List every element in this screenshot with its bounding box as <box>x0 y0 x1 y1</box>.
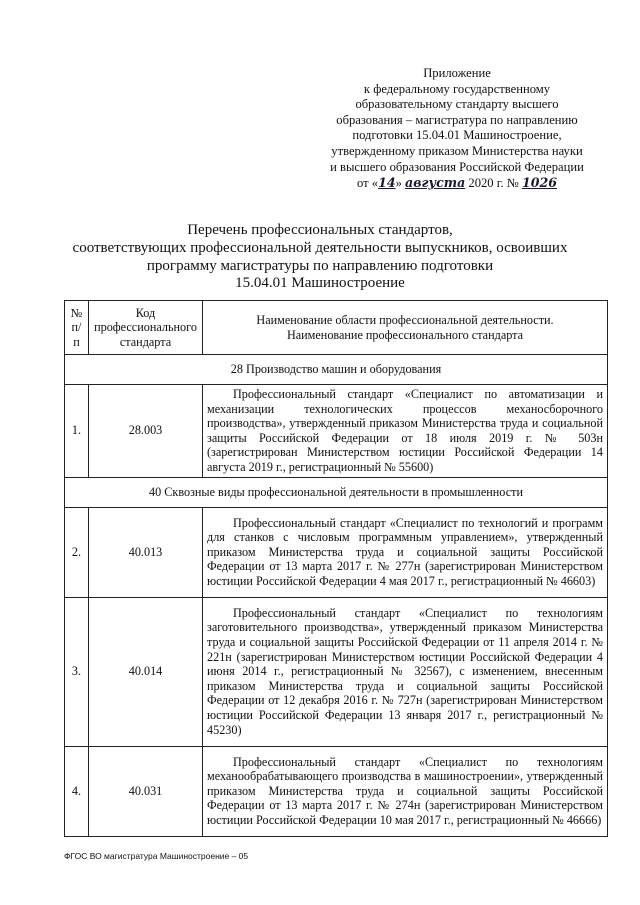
row-desc-text: Профессиональный стандарт «Специалист по технологиям заготовительного производства», утвержденный приказом Министерства труда и социальной защиты Российской Федерации от 11 апреля 2014 г. № 221н (зарегистрирован Министерством юстиции Российской Федерации 4 июня 2014 г., регистрационный № 32567), с изменением, внесенным приказом Министерства труда и социальной защиты Российской Федерации от 12 декабря 2016 г. № 727н (зарегистрирован Министерством юстиции Российской Федерации 13 января 2017 г., регистрационный № 45230) <box>207 605 603 737</box>
row-desc-text: Профессиональный стандарт «Специалист по автоматизации и механизации технологических процессов механосборочного производства», утвержденный приказом Министерства труда и социальной защиты Российской Федерации от 18 июля 2019 г. № 503н (зарегистрирован Министерством юстиции Российской Федерации 14 августа 2019 г., регистрационный № 55600) <box>207 387 603 474</box>
table-row <box>65 507 608 597</box>
appendix-line: образовательному стандарту высшего <box>355 97 559 112</box>
page-footer: ФГОС ВО магистратура Машиностроение – 05 <box>64 851 249 861</box>
appendix-line: образования – магистратура по направлению <box>336 112 578 127</box>
row-num: 1. <box>65 385 89 478</box>
table-row <box>65 597 608 746</box>
row-desc <box>203 385 608 478</box>
header-code: Код профессионального стандарта <box>89 301 203 355</box>
row-desc-text: Профессиональный стандарт «Специалист по технологиям механообрабатывающего производства в машиностроении», утвержденный приказом Министерства труда и социальной защиты Российской Федерации от 13 марта 2017 г. № 274н (зарегистрирован Министерством юстиции Российской Федерации 10 мая 2017 г., регистрационный № 46666) <box>207 754 603 827</box>
header-desc <box>203 301 608 355</box>
table-row <box>65 385 608 478</box>
header-num: № п/п <box>65 301 89 355</box>
date-mid: » <box>395 176 406 191</box>
document-title <box>40 222 600 293</box>
title-line: программу магистратуры по направлению подготовки <box>146 257 494 274</box>
section-row <box>65 355 608 385</box>
appendix-line: утвержденному приказом Министерства науки <box>331 143 583 158</box>
header-desc-line: Наименование профессионального стандарта <box>286 327 524 342</box>
appendix-block <box>312 66 602 192</box>
title-line: 15.04.01 Машиностроение <box>235 275 405 292</box>
appendix-line: к федеральному государственному <box>363 81 551 96</box>
section-title: 40 Сквозные виды профессиональной деятельности в промышленности <box>65 477 608 507</box>
row-code: 28.003 <box>89 385 203 478</box>
standards-table <box>64 300 608 837</box>
header-desc-line: Наименование области профессиональной деятельности. <box>256 312 554 327</box>
row-desc-text: Профессиональный стандарт «Специалист по технологий и программ для станков с числовым программным управлением», утвержденный приказом Министерства труда и социальной защиты Российской Федерации от 13 марта 2017 г. № 277н (зарегистрирован Министерством юстиции Российской Федерации 4 мая 2017 г., регистрационный № 46603) <box>207 515 603 588</box>
date-year: 2020 г. № <box>465 176 522 191</box>
date-prefix: от « <box>356 176 379 191</box>
row-num: 3. <box>65 597 89 746</box>
handwritten-order-number: 1026 <box>521 175 558 191</box>
table-row <box>65 746 608 836</box>
appendix-line: и высшего образования Российской Федерации <box>330 159 584 174</box>
row-code: 40.014 <box>89 597 203 746</box>
title-line: Перечень профессиональных стандартов, <box>187 222 453 238</box>
row-num: 4. <box>65 746 89 836</box>
handwritten-day: 14 <box>378 175 396 191</box>
row-desc <box>203 746 608 836</box>
row-code: 40.031 <box>89 746 203 836</box>
row-desc <box>203 507 608 597</box>
appendix-date-line <box>312 175 602 192</box>
row-desc <box>203 597 608 746</box>
handwritten-month: августа <box>405 175 466 191</box>
row-num: 2. <box>65 507 89 597</box>
section-title: 28 Производство машин и оборудования <box>65 355 608 385</box>
table-header-row <box>65 301 608 355</box>
section-row <box>65 477 608 507</box>
row-code: 40.013 <box>89 507 203 597</box>
appendix-line: подготовки 15.04.01 Машиностроение, <box>352 128 562 143</box>
appendix-line: Приложение <box>423 66 491 80</box>
title-line: соответствующих профессиональной деятельности выпускников, освоивших <box>72 239 568 256</box>
